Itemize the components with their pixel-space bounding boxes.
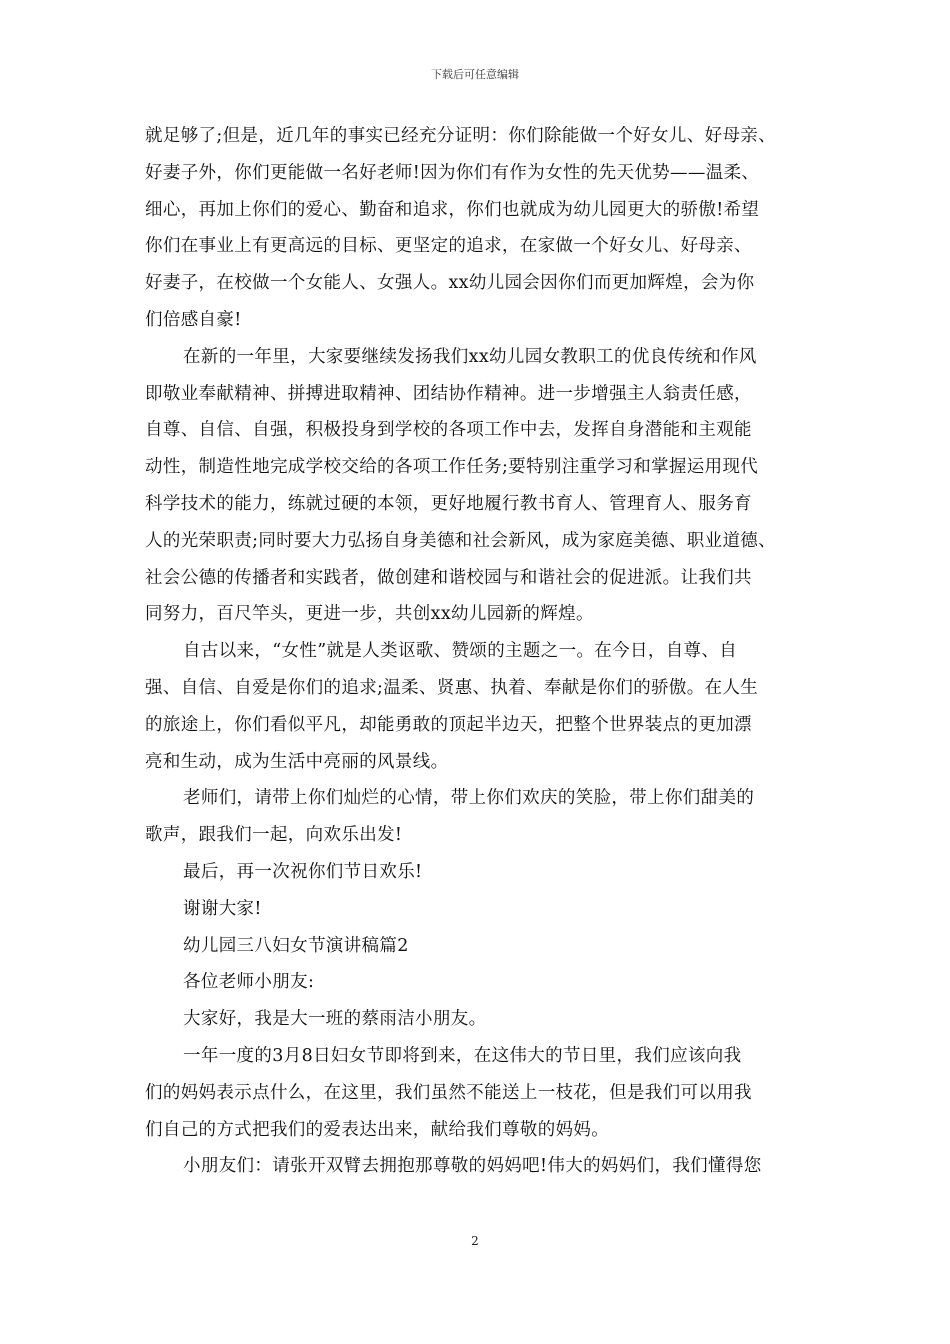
text-line: 你们在事业上有更高远的目标、更坚定的追求，在家做一个好女儿、好母亲、 <box>145 236 752 257</box>
paragraph-first-line: 谢谢大家! <box>183 898 262 919</box>
text-line: 歌声，跟我们一起，向欢乐出发! <box>145 825 403 846</box>
text-line: 们自己的方式把我们的爱表达出来，献给我们尊敬的妈妈。 <box>145 1119 610 1140</box>
paragraph-first-line: 一年一度的3月8日妇女节即将到来，在这伟大的节日里，我们应该向我 <box>183 1045 742 1066</box>
text-line: 即敬业奉献精神、拼搏进取精神、团结协作精神。进一步增强主人翁责任感， <box>145 383 752 404</box>
paragraph-first-line: 最后，再一次祝你们节日欢乐! <box>183 861 423 882</box>
text-line: 同努力，百尺竿头，更进一步，共创xx幼儿园新的辉煌。 <box>145 604 594 625</box>
section-title: 幼儿园三八妇女节演讲稿篇2 <box>183 935 409 956</box>
paragraph-first-line: 自古以来，“女性”就是人类讴歌、赞颂的主题之一。在今日，自尊、自 <box>183 641 738 662</box>
text-line: 自尊、自信、自强，积极投身到学校的各项工作中去，发挥自身潜能和主观能 <box>145 420 752 441</box>
text-line: 人的光荣职责;同时要大力弘扬自身美德和社会新风，成为家庭美德、职业道德、 <box>145 530 776 551</box>
text-line: 细心，再加上你们的爱心、勤奋和追求，你们也就成为幼儿园更大的骄傲!希望 <box>145 199 760 220</box>
text-line: 们倍感自豪! <box>145 309 242 330</box>
text-line: 好妻子外，你们更能做一名好老师!因为你们有作为女性的先天优势——温柔、 <box>145 162 760 183</box>
text-line: 强、自信、自爱是你们的追求;温柔、贤惠、执着、奉献是你们的骄傲。在人生 <box>145 677 759 698</box>
page-header: 下载后可任意编辑 <box>431 68 519 81</box>
text-line: 科学技术的能力，练就过硬的本领，更好地履行教书育人、管理育人、服务育 <box>145 493 752 514</box>
text-line: 好妻子，在校做一个女能人、女强人。xx幼儿园会因你们而更加辉煌，会为你 <box>145 273 755 294</box>
text-line: 社会公德的传播者和实践者，做创建和谐校园与和谐社会的促进派。让我们共 <box>145 567 752 588</box>
paragraph-first-line: 大家好，我是大一班的蔡雨洁小朋友。 <box>183 1009 487 1030</box>
paragraph-first-line: 小朋友们：请张开双臂去拥抱那尊敬的妈妈吧!伟大的妈妈们，我们懂得您 <box>183 1156 762 1177</box>
text-line: 就足够了;但是，近几年的事实已经充分证明：你们除能做一个好女儿、好母亲、 <box>145 126 776 146</box>
document-body <box>145 118 821 1185</box>
salutation: 各位老师小朋友: <box>183 972 315 993</box>
paragraph-first-line: 老师们，请带上你们灿烂的心情，带上你们欢庆的笑脸，带上你们甜美的 <box>183 788 755 809</box>
text-line: 动性，制造性地完成学校交给的各项工作任务;要特别注重学习和掌握运用现代 <box>145 457 759 478</box>
page-number: 2 <box>471 1234 479 1248</box>
text-line: 亮和生动，成为生活中亮丽的风景线。 <box>145 751 449 772</box>
paragraph-first-line: 在新的一年里，大家要继续发扬我们xx幼儿园女教职工的优良传统和作风 <box>183 346 757 367</box>
text-line: 们的妈妈表示点什么，在这里，我们虽然不能送上一枝花，但是我们可以用我 <box>145 1082 752 1103</box>
text-line: 的旅途上，你们看似平凡，却能勇敢的顶起半边天，把整个世界装点的更加漂 <box>145 714 752 735</box>
